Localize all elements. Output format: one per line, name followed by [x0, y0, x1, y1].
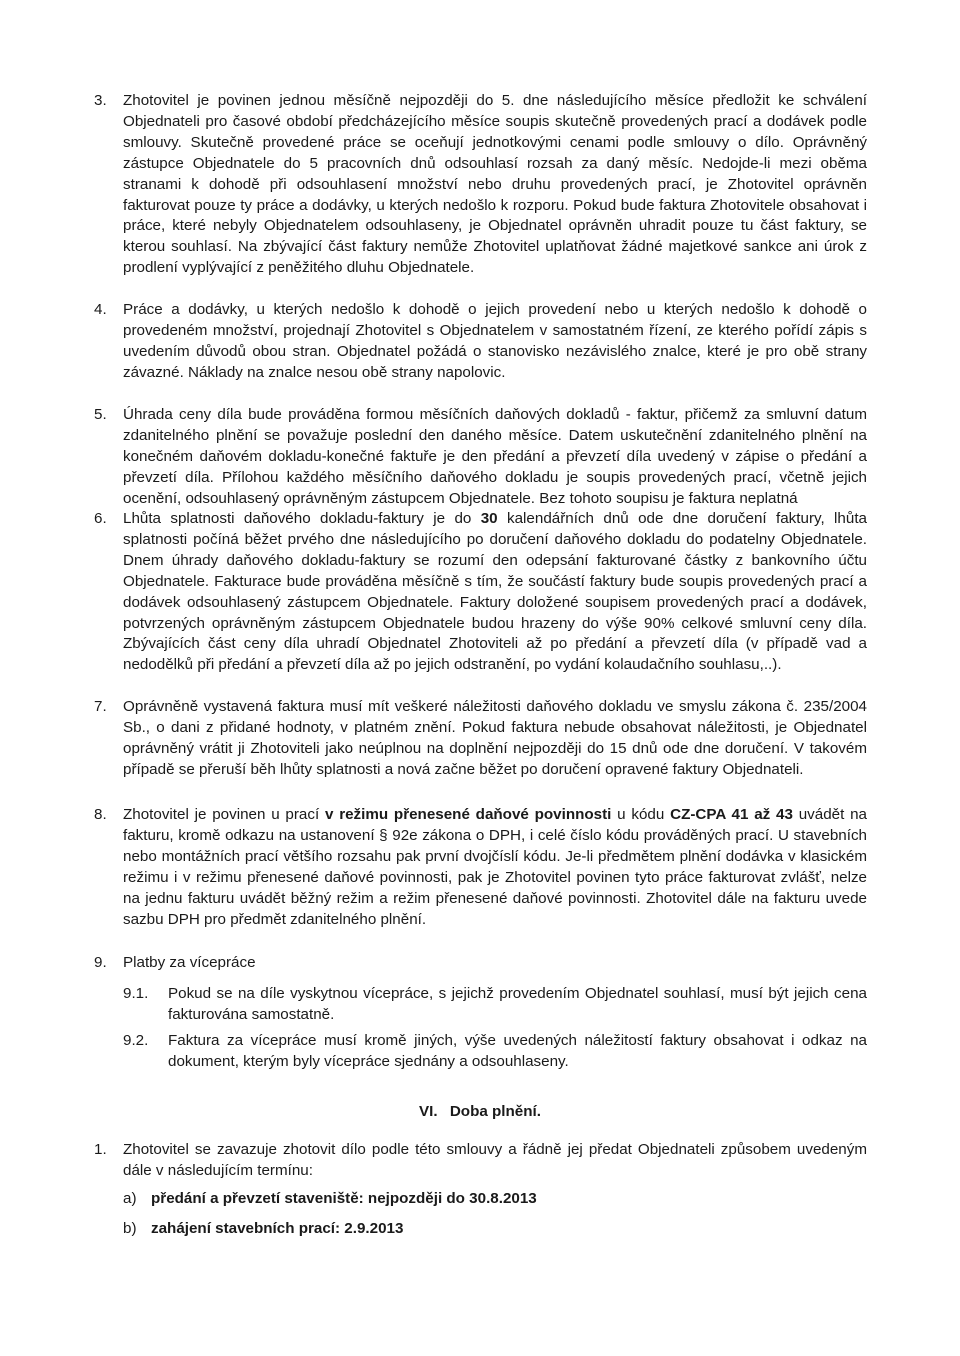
bold-cpa-code: CZ-CPA 41 až 43	[670, 806, 793, 823]
text-run: Zhotovitel je povinen u prací	[123, 806, 325, 823]
clause-3	[94, 91, 867, 279]
section-roman-numeral: VI.	[419, 1103, 438, 1120]
bold-reverse-charge: v režimu přenesené daňové povinnosti	[324, 806, 612, 823]
clause-number: 8.	[94, 806, 107, 823]
bold-days: 30	[480, 510, 498, 527]
clause-text: Úhrada ceny díla bude prováděna formou měsíčních daňových dokladů - faktur, přičemž za smluvní datum zdanitelného plnění se považuje poslední den daného měsíce. Datem uskutečnění zdanitelného plnění na konečném daňovém dokladu-konečné faktuře je den předání a převzetí díla uvedený v zápise o předání a převzetí díla. Přílohou každého měsíčního daňového dokladu je soupis provedených prací, včetně jejich ocenění, odsouhlasený oprávněným zástupcem Objednatele. Bez tohoto soupisu je faktura neplatná	[123, 406, 867, 507]
term-text: předání a převzetí staveniště: nejpozději do 30.8.2013	[151, 1190, 537, 1207]
clause-text: Oprávněně vystavená faktura musí mít veškeré náležitosti daňového dokladu ve smyslu zákona č. 235/2004 Sb., o dani z přidané hodnoty, v platném znění. Pokud faktura nebude obsahovat náležitosti, je Objednatel oprávněný vrátit ji Zhotoviteli jako neúplnou na doplnění nejpozději do 15 dnů ode dne doručení. V takovém případě se přeruší běh lhůty splatnosti a nová začne běžet po doručení opravené faktury Objednateli.	[123, 698, 867, 778]
text-run: kalendářních dnů ode dne doručení faktury, lhůta splatnosti počíná běžet prvého dne následujícího po doručení daňového dokladu do podatelny Objednatele. Dnem úhrady daňového dokladu-faktury se rozumí den odepsání fakturované částky z bankovního účtu Objednatele. Fakturace bude prováděna měsíčně s tím, že součástí faktury bude soupis provedených prací a dodávek odsouhlasený zástupcem Objednatele. Faktury doložené soupisem provedených prací a dodávek, potvrzených oprávněným zástupcem Objednatele budou hrazeny do výše 90% celkové smluvní ceny díla. Zbývajících část ceny díla uhradí Objednatel Zhotoviteli až po předání a převzetí díla (v případě vad a nedodělků při předání a převzetí díla až po jejich odstranění, po vydání kolaudačního souhlasu,..).	[123, 510, 867, 674]
subclause-number: 9.2.	[123, 1032, 149, 1049]
clause-6	[94, 509, 867, 676]
subclause-text: Faktura za vícepráce musí kromě jiných, výše uvedených náležitostí faktury obsahovat i odkaz na dokument, kterým byly vícepráce sjednány a odsouhlaseny.	[168, 1032, 867, 1070]
clause-5	[94, 405, 867, 510]
term-label: a)	[123, 1190, 137, 1207]
clause-4	[94, 300, 867, 384]
clause-text: Platby za vícepráce	[123, 954, 256, 971]
subclause-9-2	[123, 1031, 867, 1073]
clause-number: 9.	[94, 954, 107, 971]
section-clause-1	[94, 1140, 867, 1182]
clause-number: 4.	[94, 301, 107, 318]
subclause-text: Pokud se na díle vyskytnou vícepráce, s jejichž provedením Objednatel souhlasí, musí být jejich cena fakturována samostatně.	[168, 985, 867, 1023]
text-run: Lhůta splatnosti daňového dokladu-faktury je do	[123, 510, 481, 527]
term-label: b)	[123, 1220, 137, 1237]
section-heading	[0, 1101, 960, 1122]
term-item-a	[123, 1188, 537, 1209]
clause-text: Zhotovitel se zavazuje zhotovit dílo podle této smlouvy a řádně jej předat Objednateli způsobem uvedeným dále v následujícím termínu:	[123, 1141, 867, 1179]
clause-text	[123, 509, 867, 676]
text-run: uvádět na fakturu, kromě odkazu na ustanovení § 92e zákona o DPH, i celé číslo kódu prováděných prací. U stavebních nebo montážních prací většího rozsahu pak první dvojčíslí kódu. Je-li předmětem plnění dodávka v klasickém režimu i v režimu přenesené daňové povinnosti, pak je Zhotovitel povinen tyto práce fakturovat zvlášť, nelze na jednu fakturu uvádět běžný režim a režim přenesené daňové povinnosti. Zhotovitel dále na fakturu uvede sazbu DPH pro předmět zdanitelného plnění.	[123, 806, 867, 928]
clause-number: 7.	[94, 698, 107, 715]
term-text: zahájení stavebních prací: 2.9.2013	[151, 1220, 404, 1237]
subclause-9-1	[123, 984, 867, 1026]
clause-7	[94, 697, 867, 781]
term-item-b	[123, 1218, 403, 1239]
clause-number: 5.	[94, 406, 107, 423]
text-run: u kódu	[611, 806, 671, 823]
clause-text: Zhotovitel je povinen jednou měsíčně nejpozději do 5. dne následujícího měsíce předložit ke schválení Objednateli pro časové období předcházejícího měsíce soupis skutečně provedených prací a dodávek podle smlouvy. Skutečně provedené práce se oceňují jednotkovými cenami podle smlouvy o dílo. Oprávněný zástupce Objednatele do 5 pracovních dnů odsouhlasí rozsah za daný měsíc. Nedojde-li mezi oběma stranami k dohodě při odsouhlasení množství nebo druhu provedených prací, je Zhotovitel oprávněn fakturovat pouze ty práce a dodávky, u kterých nedošlo k rozporu. Pokud bude faktura Zhotovitele obsahovat i práce, které nebyly Objednatelem odsouhlaseny, je Objednatel oprávněn uhradit pouze tu část faktury, se kterou souhlasí. Na zbývající část faktury nemůže Zhotovitel uplatňovat žádné majetkové sankce ani úrok z prodlení vyplývající z peněžitého dluhu Objednatele.	[123, 92, 867, 277]
section-title: Doba plnění.	[449, 1103, 541, 1120]
clause-text	[123, 805, 867, 930]
clause-8	[94, 805, 867, 930]
subclause-number: 9.1.	[123, 985, 149, 1002]
clause-9	[94, 953, 867, 974]
clause-number: 1.	[94, 1141, 107, 1158]
clause-text: Práce a dodávky, u kterých nedošlo k dohodě o jejich provedení nebo u kterých nedošlo k dohodě o provedeném množství, projednají Zhotovitel s Objednatelem v samostatném řízení, ze kterého pořídí zápis s uvedením důvodů obou stran. Objednatel požádá o stanovisko nezávislého znalce, které je pro obě strany závazné. Náklady na znalce nesou obě strany napolovic.	[123, 301, 867, 381]
clause-number: 6.	[94, 510, 107, 527]
clause-number: 3.	[94, 92, 107, 109]
